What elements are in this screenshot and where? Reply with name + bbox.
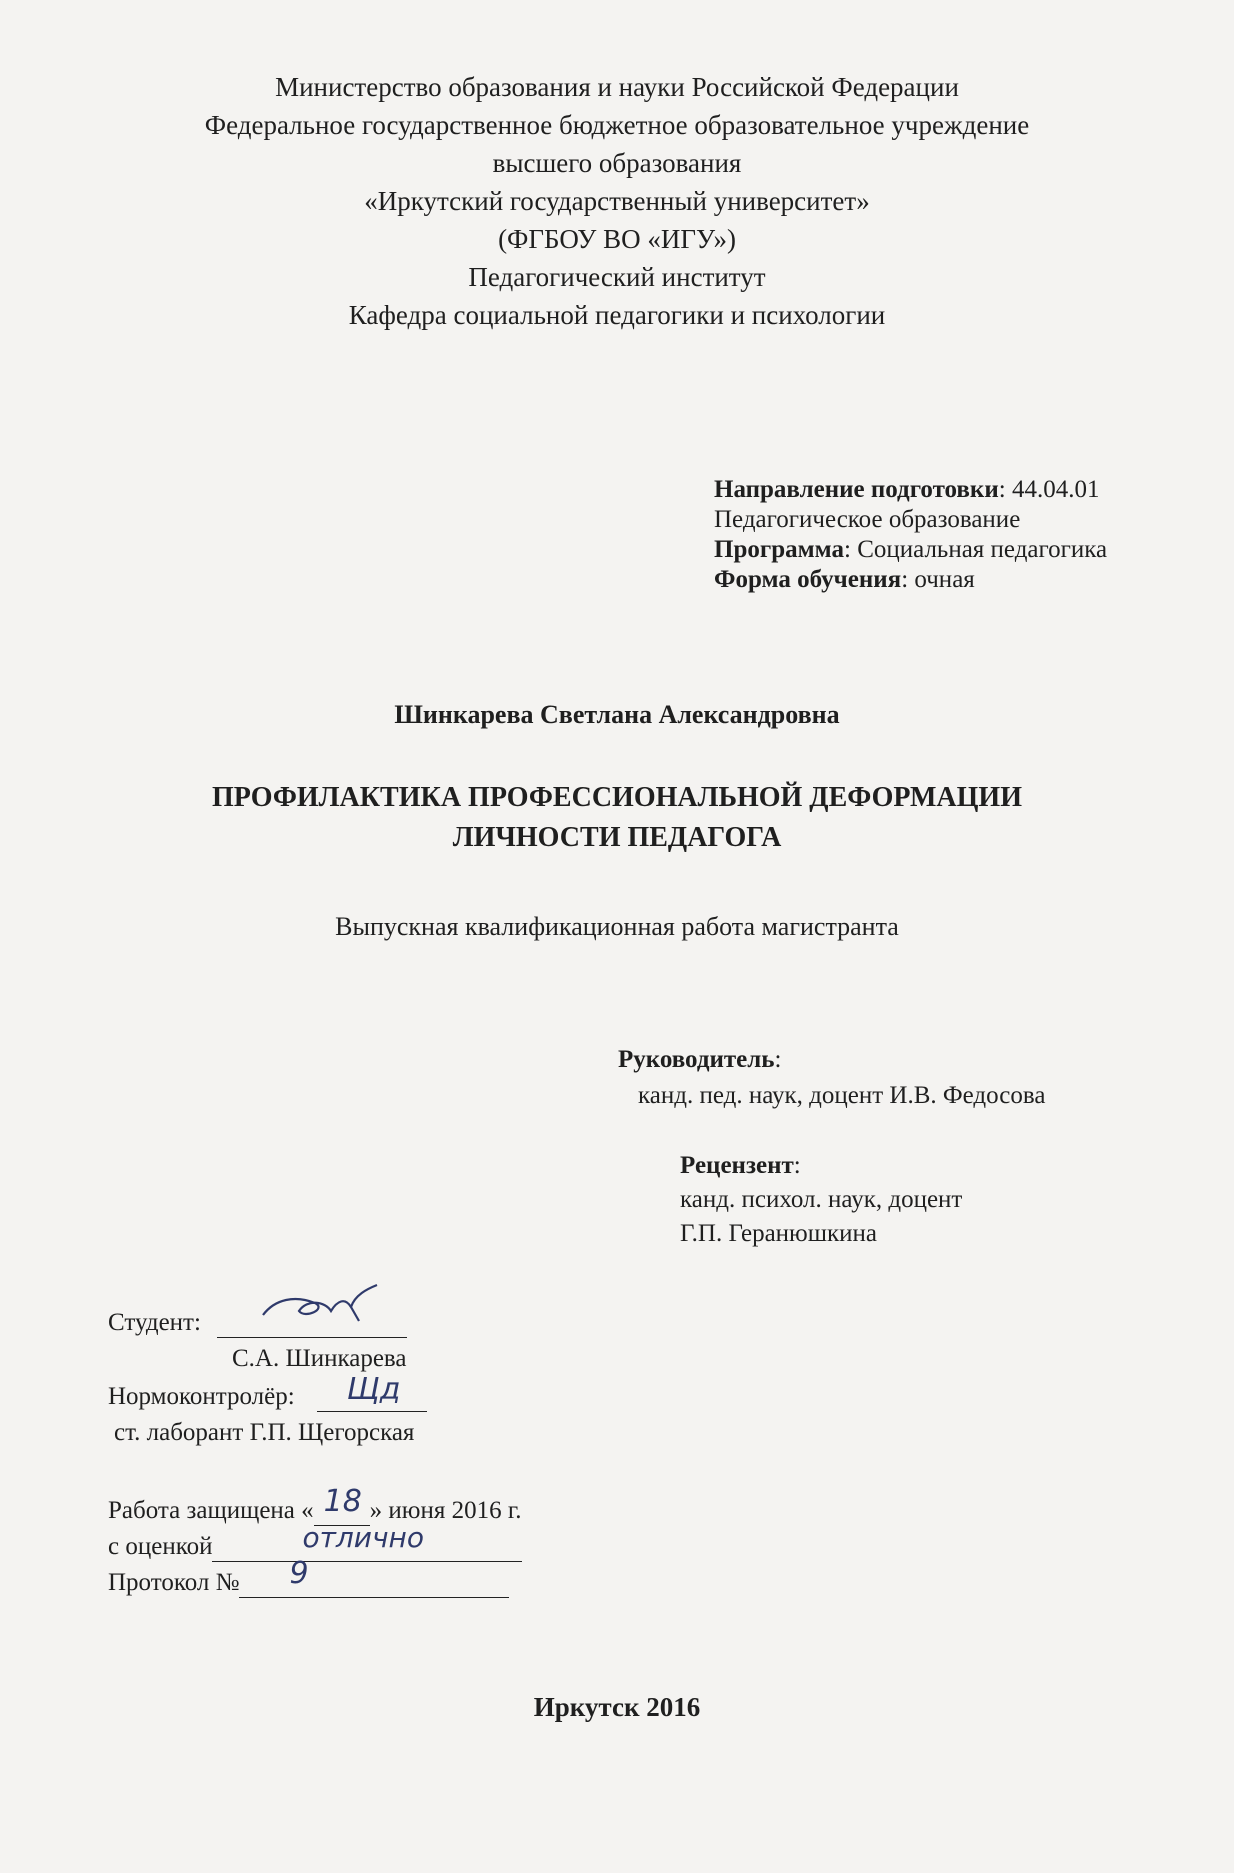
reviewer-label: Рецензент (680, 1152, 794, 1179)
defense-suffix: » июня 2016 г. (369, 1497, 522, 1524)
form-value: : очная (901, 566, 975, 593)
reviewer-block (680, 1149, 962, 1251)
reviewer-colon: : (793, 1152, 801, 1179)
header-line: «Иркутский государственный университет» (364, 186, 870, 216)
reviewer-name: Г.П. Геранюшкина (680, 1220, 877, 1247)
protocol-label: Протокол № (108, 1569, 240, 1596)
grade-line (212, 1521, 522, 1562)
supervisor-label: Руководитель (618, 1046, 775, 1073)
work-type: Выпускная квалификационная работа магистранта (335, 912, 899, 941)
thesis-title (0, 778, 1234, 858)
supervisor-value: канд. пед. наук, доцент И.В. Федосова (638, 1082, 1046, 1109)
grade-label: с оценкой (108, 1533, 213, 1560)
student-row (108, 1308, 407, 1338)
defense-prefix: Работа защищена « (108, 1497, 314, 1524)
header-line: Министерство образования и науки Российской Федерации (275, 72, 959, 102)
normcontrol-signature: Щд (346, 1372, 401, 1407)
program-info (714, 475, 1107, 595)
program-value: : Социальная педагогика (844, 536, 1108, 563)
student-signature-line (217, 1311, 407, 1338)
defense-day: 18 (323, 1484, 362, 1519)
form-label: Форма обучения (714, 566, 902, 593)
protocol-line (239, 1556, 509, 1598)
normcontrol-signature-line (317, 1372, 427, 1412)
grade-row (108, 1521, 522, 1562)
supervisor-colon: : (774, 1046, 782, 1073)
direction-code: : 44.04.01 (998, 476, 1100, 503)
header-line: Педагогический институт (468, 262, 766, 292)
student-label: Студент: (108, 1309, 201, 1336)
normcontrol-row (108, 1372, 427, 1412)
student-name: С.А. Шинкарева (232, 1345, 407, 1372)
direction-name: Педагогическое образование (714, 506, 1021, 533)
title-line: ПРОФИЛАКТИКА ПРОФЕССИОНАЛЬНОЙ ДЕФОРМАЦИИ (212, 782, 1022, 813)
protocol-value: 9 (289, 1556, 309, 1591)
header-line: Федеральное государственное бюджетное образовательное учреждение (204, 110, 1030, 140)
supervisor-block (618, 1042, 1045, 1114)
city-year: Иркутск 2016 (533, 1692, 701, 1722)
program-label: Программа (714, 536, 844, 563)
institution-header (0, 68, 1234, 334)
student-signature (255, 1281, 385, 1331)
normcontrol-name: ст. лаборант Г.П. Щегорская (114, 1419, 415, 1446)
header-line: (ФГБОУ ВО «ИГУ») (498, 224, 736, 254)
title-line: ЛИЧНОСТИ ПЕДАГОГА (452, 822, 782, 853)
header-line: Кафедра социальной педагогики и психологии (348, 300, 886, 330)
grade-value: отлично (302, 1521, 424, 1554)
author-name: Шинкарева Светлана Александровна (394, 700, 840, 729)
reviewer-degree: канд. психол. наук, доцент (680, 1186, 963, 1213)
header-line: высшего образования (492, 148, 742, 178)
normcontrol-label: Нормоконтролёр: (108, 1383, 295, 1410)
direction-label: Направление подготовки (714, 476, 999, 503)
protocol-row (108, 1556, 509, 1598)
